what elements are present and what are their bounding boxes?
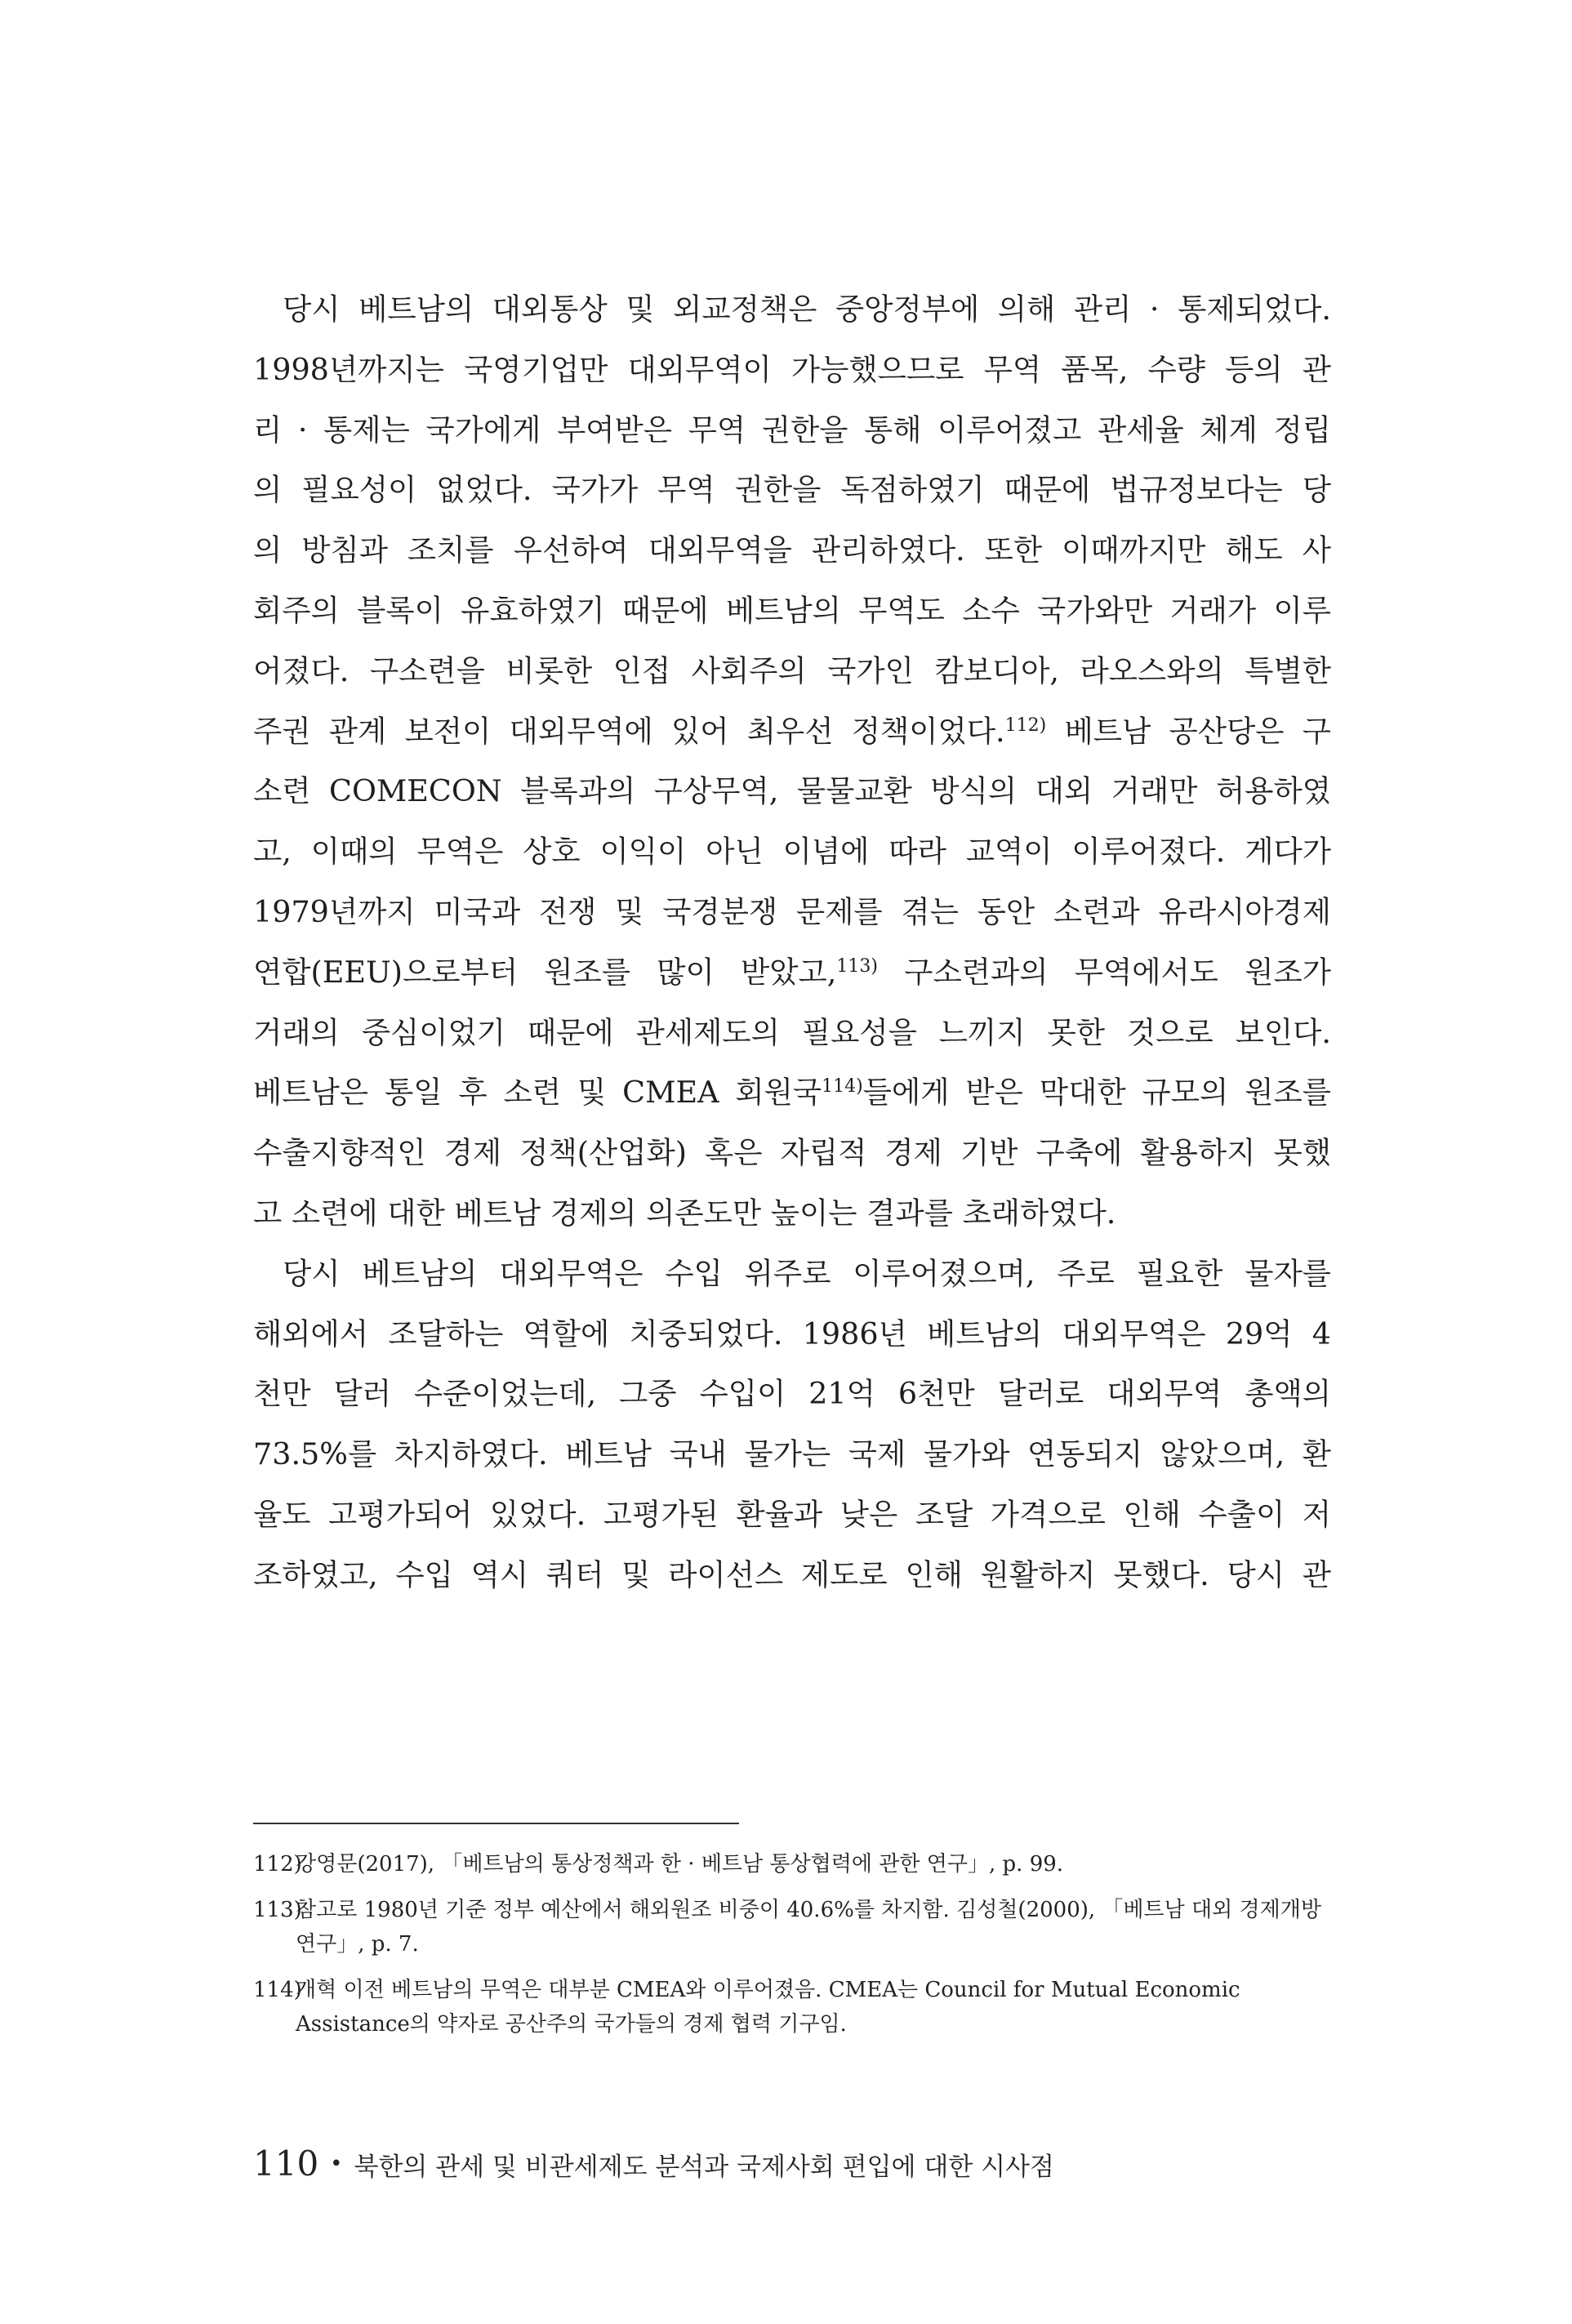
text-line: 의 방침과 조치를 우선하여 대외무역을 관리하였다. 또한 이때까지만 해도 사 xyxy=(253,532,1331,568)
footnote-112 xyxy=(253,1847,1331,1881)
paragraph-1 xyxy=(253,279,1331,1244)
text-line: 1979년까지 미국과 전쟁 및 국경분쟁 문제를 겪는 동안 소련과 유라시아경제 xyxy=(253,893,1331,929)
footnote-text: 강영문(2017), 「베트남의 통상정책과 한 · 베트남 통상협력에 관한 연구」, p. 99. xyxy=(296,1852,1064,1877)
running-title: 북한의 관세 및 비관세제도 분석과 국제사회 편입에 대한 시사점 xyxy=(354,2153,1054,2182)
text-segment: 들에게 받은 막대한 규모의 원조를 xyxy=(862,1075,1331,1111)
footnotes xyxy=(253,1847,1331,2053)
paragraph-2 xyxy=(253,1244,1331,1605)
text-line xyxy=(253,942,1331,1003)
text-segment: 구소련과의 무역에서도 원조가 xyxy=(877,954,1331,990)
text-line: 리 · 통제는 국가에게 부여받은 무역 권한을 통해 이루어졌고 관세율 체계 정립 xyxy=(253,412,1331,447)
footnote-114 xyxy=(253,1973,1331,2041)
text-line: 소련 COMECON 블록과의 구상무역, 물물교환 방식의 대외 거래만 허용하였 xyxy=(253,773,1331,809)
text-segment: 연합(EEU)으로부터 원조를 많이 받았고, xyxy=(253,954,837,990)
footnote-number: 114) xyxy=(253,1978,302,2002)
bullet-separator: • xyxy=(330,2152,343,2176)
text-line: 고, 이때의 무역은 상호 이익이 아닌 이념에 따라 교역이 이루어졌다. 게다가 xyxy=(253,834,1331,870)
text-line: 율도 고평가되어 있었다. 고평가된 환율과 낮은 조달 가격으로 인해 수출이 저 xyxy=(253,1496,1331,1532)
text-line: 천만 달러 수준이었는데, 그중 수입이 21억 6천만 달러로 대외무역 총액의 xyxy=(253,1376,1331,1412)
page-footer xyxy=(253,2144,1054,2184)
footnote-number: 113) xyxy=(253,1898,302,1922)
text-line: 회주의 블록이 유효하였기 때문에 베트남의 무역도 소수 국가와만 거래가 이루 xyxy=(253,592,1331,628)
text-line: 거래의 중심이었기 때문에 관세제도의 필요성을 느끼지 못한 것으로 보인다. xyxy=(253,1014,1331,1050)
footnote-text: 참고로 1980년 기준 정부 예산에서 해외원조 비중이 40.6%를 차지함. 김성철(2000), 「베트남 대외 경제개방 연구」, p. 7. xyxy=(296,1898,1321,1957)
text-segment: 베트남은 통일 후 소련 및 CMEA 회원국 xyxy=(253,1075,822,1111)
footnote-113 xyxy=(253,1893,1331,1961)
page-number: 110 xyxy=(253,2144,319,2184)
text-line: 73.5%를 차지하였다. 베트남 국내 물가는 국제 물가와 연동되지 않았으며, 환 xyxy=(253,1436,1331,1472)
main-text xyxy=(253,279,1331,1605)
text-line: 의 필요성이 없었다. 국가가 무역 권한을 독점하였기 때문에 법규정보다는 당 xyxy=(253,472,1331,508)
footnote-divider xyxy=(253,1823,739,1824)
text-line: 해외에서 조달하는 역할에 치중되었다. 1986년 베트남의 대외무역은 29억 4 xyxy=(253,1316,1331,1351)
text-line: 1998년까지는 국영기업만 대외무역이 가능했으므로 무역 품목, 수량 등의 관 xyxy=(253,351,1331,387)
text-line: 조하였고, 수입 역시 쿼터 및 라이선스 제도로 인해 원활하지 못했다. 당시 관 xyxy=(253,1556,1331,1592)
text-line xyxy=(253,701,1331,762)
text-segment: 베트남 공산당은 구 xyxy=(1046,713,1331,749)
footnote-ref-113[interactable]: 113) xyxy=(836,955,878,977)
text-line: 어졌다. 구소련을 비롯한 인접 사회주의 국가인 캄보디아, 라오스와의 특별한 xyxy=(253,652,1331,688)
text-line: 수출지향적인 경제 정책(산업화) 혹은 자립적 경제 기반 구축에 활용하지 못했 xyxy=(253,1135,1331,1171)
footnote-text: 개혁 이전 베트남의 무역은 대부분 CMEA와 이루어졌음. CMEA는 Council for Mutual Economic Assistance의 약자로 공산주의 국가들의 경제 협력 기구임. xyxy=(296,1978,1240,2037)
footnote-number: 112) xyxy=(253,1852,302,1877)
footnote-ref-112[interactable]: 112) xyxy=(1004,715,1047,736)
text-line: 당시 베트남의 대외통상 및 외교정책은 중앙정부에 의해 관리 · 통제되었다. xyxy=(283,292,1331,327)
text-line: 당시 베트남의 대외무역은 수입 위주로 이루어졌으며, 주로 필요한 물자를 xyxy=(283,1255,1331,1291)
text-segment: 주권 관계 보전이 대외무역에 있어 최우선 정책이었다. xyxy=(253,713,1005,749)
text-line: 고 소련에 대한 베트남 경제의 의존도만 높이는 결과를 초래하였다. xyxy=(253,1195,1116,1231)
text-line xyxy=(253,1062,1331,1123)
footnote-ref-114[interactable]: 114) xyxy=(822,1076,863,1097)
